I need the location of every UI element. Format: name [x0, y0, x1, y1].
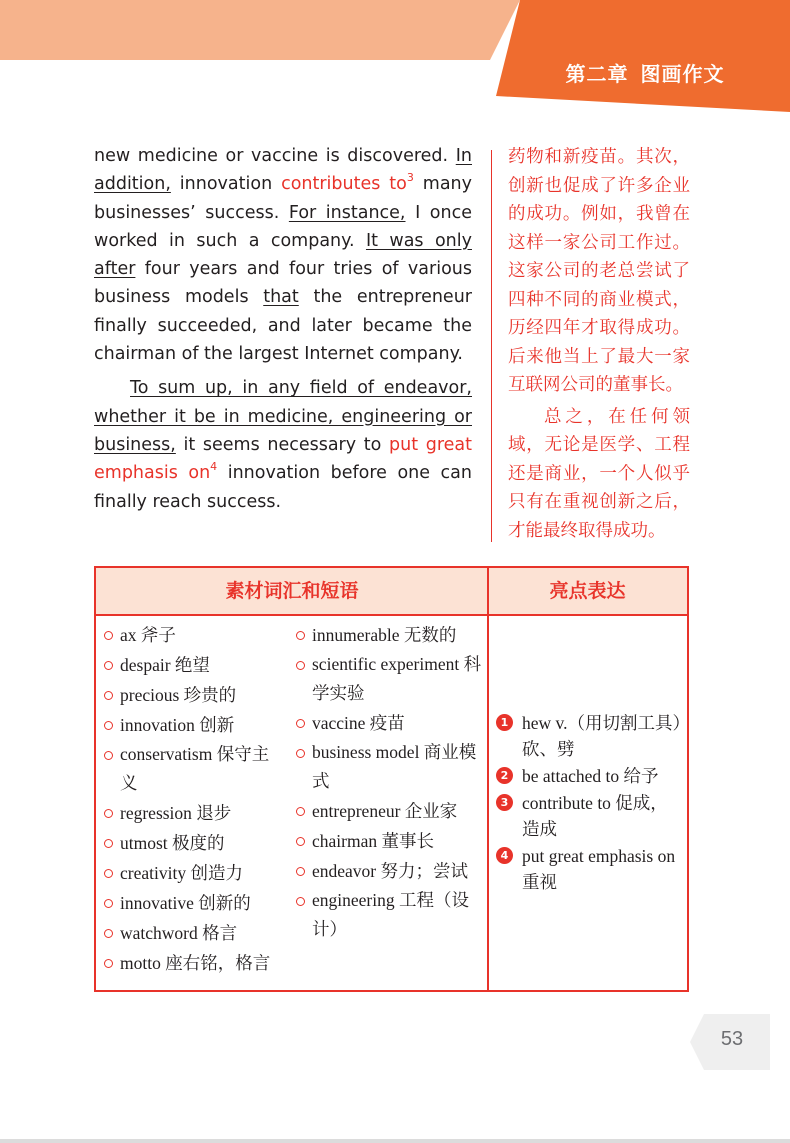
circle-bullet-icon — [296, 719, 305, 728]
chapter-banner — [0, 0, 790, 130]
vocab-text: chairman 董事长 — [312, 831, 434, 851]
list-item — [296, 650, 482, 708]
highlight-phrase-3 — [281, 171, 414, 195]
circle-bullet-icon — [104, 959, 113, 968]
chinese-translation — [508, 143, 690, 545]
vocab-header: 素材词汇和短语 — [225, 580, 359, 602]
vocab-text: watchword 格言 — [120, 923, 238, 943]
vocab-text: motto 座右铭，格言 — [120, 953, 271, 973]
circle-bullet-icon — [104, 721, 113, 730]
highlight-text: hew v.（用切割工具）砍、劈 — [522, 713, 682, 759]
list-item — [296, 738, 482, 796]
list-item — [104, 710, 284, 740]
highlight-text: contribute to 促成，造成 — [522, 793, 668, 839]
text-run: it seems necessary to — [175, 434, 389, 455]
circle-bullet-icon — [104, 631, 113, 640]
circle-bullet-icon — [296, 631, 305, 640]
vocab-text: conservatism 保守主义 — [120, 744, 270, 793]
circle-bullet-icon — [296, 749, 305, 758]
vocab-text: business model 商业模式 — [312, 742, 477, 791]
text-run: innovation — [170, 174, 282, 195]
vocab-text: entrepreneur 企业家 — [312, 801, 458, 821]
table-column-divider — [487, 568, 489, 990]
chapter-title — [520, 58, 770, 87]
highlight-text: contributes to — [281, 174, 407, 195]
vocab-text: innovative 创新的 — [120, 893, 251, 913]
column-divider — [491, 150, 492, 542]
text-run: innovation before one can finally reach success. — [94, 463, 472, 512]
number-badge-icon: 1 — [496, 714, 513, 731]
highlight-text: be attached to 给予 — [522, 766, 659, 786]
list-item — [104, 888, 284, 918]
circle-bullet-icon — [296, 837, 305, 846]
vocab-text: endeavor 努力；尝试 — [312, 861, 469, 881]
vocabulary-table — [94, 566, 689, 992]
list-item — [104, 828, 284, 858]
vocab-list-left — [104, 620, 284, 978]
vocab-text: ax 斧子 — [120, 625, 176, 645]
vocab-text: utmost 极度的 — [120, 833, 225, 853]
list-item — [296, 886, 482, 944]
english-paragraph-2 — [94, 374, 472, 515]
list-item — [296, 826, 482, 856]
chinese-paragraph-1: 药物和新疫苗。其次，创新也促成了许多企业的成功。例如，我曾在这样一家公司工作过。这家公司的老总尝试了四种不同的商业模式，历经四年才取得成功。后来他当上了最大一家互联网公司的董事长。 — [508, 147, 690, 395]
circle-bullet-icon — [104, 869, 113, 878]
banner-dark-band — [496, 0, 790, 112]
highlights-list — [496, 710, 682, 896]
circle-bullet-icon — [104, 661, 113, 670]
list-item — [296, 620, 482, 650]
text-run: I once worked in such a company. — [94, 202, 472, 251]
circle-bullet-icon — [296, 897, 305, 906]
vocab-text: despair 绝望 — [120, 655, 210, 675]
underlined-phrase: that — [263, 287, 299, 308]
circle-bullet-icon — [104, 839, 113, 848]
number-badge-icon: 4 — [496, 847, 513, 864]
list-item — [104, 858, 284, 888]
circle-bullet-icon — [104, 929, 113, 938]
list-item — [104, 918, 284, 948]
vocab-text: precious 珍贵的 — [120, 685, 237, 705]
vocab-text: creativity 创造力 — [120, 863, 243, 883]
list-item — [296, 856, 482, 886]
highlight-item — [496, 843, 682, 895]
circle-bullet-icon — [104, 899, 113, 908]
banner-light-band — [0, 0, 520, 60]
list-item — [104, 740, 284, 798]
highlight-item — [496, 790, 682, 842]
underlined-phrase: It was only after — [94, 230, 472, 280]
list-item — [104, 650, 284, 680]
vocab-text: regression 退步 — [120, 803, 232, 823]
english-paragraph-1 — [94, 142, 472, 368]
list-item — [296, 708, 482, 738]
footnote-marker: 3 — [406, 171, 414, 185]
page-bottom-edge — [0, 1139, 790, 1143]
vocab-text: scientific experiment 科学实验 — [312, 654, 482, 703]
list-item — [104, 798, 284, 828]
highlight-text: put great emphasis on 重视 — [522, 846, 676, 892]
text-run: four years and four tries of various business models — [94, 259, 472, 308]
number-badge-icon: 2 — [496, 767, 513, 784]
list-item — [104, 948, 284, 978]
vocab-list-right — [296, 620, 482, 944]
vocab-text: innovation 创新 — [120, 715, 235, 735]
page-number: 53 — [720, 1028, 744, 1050]
circle-bullet-icon — [104, 809, 113, 818]
list-item — [104, 620, 284, 650]
text-run: new medicine or vaccine is discovered. — [94, 146, 449, 166]
chapter-label: 第二章 — [565, 62, 629, 86]
footnote-marker: 4 — [210, 460, 218, 474]
number-badge-icon: 3 — [496, 794, 513, 811]
list-item — [296, 796, 482, 826]
underlined-phrase: In addition, — [94, 146, 472, 195]
chapter-name: 图画作文 — [640, 62, 725, 86]
underlined-phrase: For instance, — [288, 202, 406, 223]
vocab-text: innumerable 无数的 — [312, 625, 457, 645]
circle-bullet-icon — [296, 661, 305, 670]
highlight-item — [496, 710, 682, 762]
highlight-text: put great emphasis on — [94, 434, 472, 484]
underlined-phrase: To sum up, in any field of endeavor, whether it be in medicine, engineering or business, — [94, 378, 472, 455]
text-run: the entrepreneur finally succeeded, and later became the chairman of the largest Internet company. — [94, 287, 472, 365]
text-run: many businesses’ success. — [94, 174, 472, 223]
list-item — [104, 680, 284, 710]
circle-bullet-icon — [104, 691, 113, 700]
table-header — [96, 568, 687, 616]
highlights-header: 亮点表达 — [549, 580, 626, 602]
english-essay — [94, 142, 472, 516]
circle-bullet-icon — [104, 751, 113, 760]
chinese-paragraph-2: 总之，在任何领域，无论是医学、工程还是商业，一个人似乎只有在重视创新之后，才能最终取得成功。 — [508, 406, 690, 541]
circle-bullet-icon — [296, 867, 305, 876]
highlight-item — [496, 763, 682, 789]
vocab-text: engineering 工程（设计） — [312, 890, 469, 939]
circle-bullet-icon — [296, 807, 305, 816]
vocab-text: vaccine 疫苗 — [312, 713, 405, 733]
